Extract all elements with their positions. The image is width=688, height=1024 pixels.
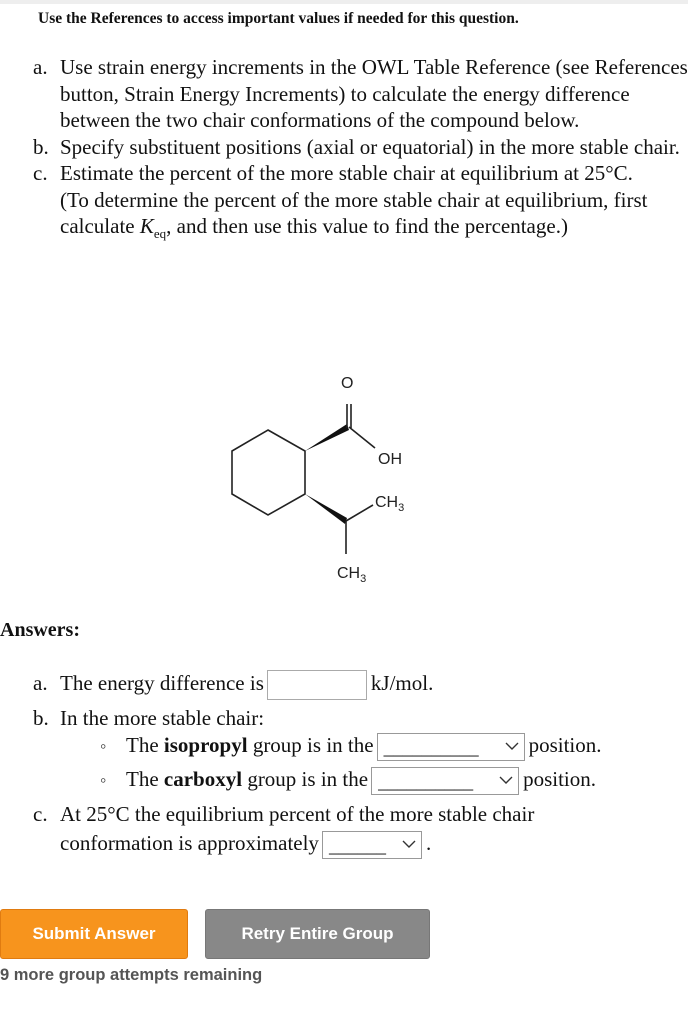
answer-b-label: b. xyxy=(33,706,49,730)
question-b-label: b. xyxy=(33,134,49,159)
question-a-text: Use strain energy increments in the OWL Table Reference (see References button, Strain Energy Increments) to calculate the energy difference between the two chair conformations of the compound below. xyxy=(60,55,688,132)
answer-a-row xyxy=(33,670,433,700)
carboxyl-bonds xyxy=(347,404,375,448)
answer-a-text: The energy difference is xyxy=(60,671,264,695)
equilibrium-percent-value: ______ xyxy=(328,836,386,858)
question-a-label: a. xyxy=(33,55,48,79)
answer-b1-post: position. xyxy=(528,733,602,757)
answer-a-unit: kJ/mol. xyxy=(370,671,434,695)
cyclohexane-ring xyxy=(232,430,305,515)
carbonyl-oxygen-label: O xyxy=(341,375,354,392)
references-notice: Use the References to access important values if needed for this question. xyxy=(38,10,519,27)
chevron-down-icon xyxy=(504,739,520,753)
keq-symbol: K xyxy=(139,214,154,238)
top-bar xyxy=(0,0,688,4)
answer-c-text-2: conformation is approximately xyxy=(60,831,319,855)
wedge-bond-isopropyl xyxy=(305,494,347,524)
answer-c-row xyxy=(33,801,534,827)
methyl-right-label: $CH_3$ xyxy=(375,494,405,514)
answer-b2-mid: group is in the xyxy=(242,767,369,791)
answer-a-label: a. xyxy=(33,671,48,695)
answer-c-row-2 xyxy=(60,830,431,859)
question-list xyxy=(0,54,688,248)
answer-b1-pre: The xyxy=(126,733,164,757)
energy-difference-input[interactable] xyxy=(267,670,367,700)
wedge-bond-carboxyl xyxy=(305,424,349,451)
answers-heading: Answers: xyxy=(0,619,80,641)
submit-answer-button[interactable]: Submit Answer xyxy=(0,909,188,959)
answer-b2-post: position. xyxy=(523,767,596,791)
question-b-text: Specify substituent positions (axial or equatorial) in the more stable chair. xyxy=(60,134,680,159)
answer-c-post: . xyxy=(425,831,432,855)
chevron-down-icon xyxy=(401,837,417,851)
hydroxyl-label: OH xyxy=(378,451,402,468)
carboxyl-position-select[interactable] xyxy=(371,767,519,795)
keq-subscript: eq xyxy=(153,226,167,242)
bullet-icon: ◦ xyxy=(100,770,107,790)
answer-b1-mid: group is in the xyxy=(247,733,374,757)
isopropyl-bonds xyxy=(346,505,373,554)
carboxyl-position-value: __________ xyxy=(378,772,474,794)
methyl-bottom-label: $CH_3$ xyxy=(337,565,367,585)
answer-c-label: c. xyxy=(33,802,48,826)
answer-b-text: In the more stable chair: xyxy=(60,706,265,730)
question-c xyxy=(0,160,688,248)
equilibrium-percent-select[interactable] xyxy=(322,831,422,859)
isopropyl-term: isopropyl xyxy=(163,733,248,757)
answer-b2-row xyxy=(100,766,596,795)
carboxyl-term: carboxyl xyxy=(163,767,243,791)
bullet-icon: ◦ xyxy=(100,736,107,756)
question-a xyxy=(0,54,688,134)
question-c-text: Estimate the percent of the more stable chair at equilibrium at 25°C. xyxy=(60,161,633,185)
question-b xyxy=(0,134,688,161)
isopropyl-position-select[interactable] xyxy=(377,733,525,761)
answer-c-text-1: At 25°C the equilibrium percent of the more stable chair xyxy=(60,802,535,826)
retry-entire-group-button[interactable]: Retry Entire Group xyxy=(205,909,430,959)
answer-b-row xyxy=(33,705,264,731)
question-c-label: c. xyxy=(33,161,48,185)
answer-b2-pre: The xyxy=(126,767,164,791)
chevron-down-icon xyxy=(498,773,514,787)
molecule-structure xyxy=(210,368,450,588)
question-c-note-pre: (To determine the percent of the more stable chair at equilibrium, first calculate xyxy=(60,187,648,238)
isopropyl-position-value: __________ xyxy=(383,738,479,760)
question-c-note-post: , and then use this value to find the percentage.) xyxy=(166,214,568,238)
answer-b1-row xyxy=(100,732,602,761)
attempts-remaining: 9 more group attempts remaining xyxy=(0,966,263,984)
